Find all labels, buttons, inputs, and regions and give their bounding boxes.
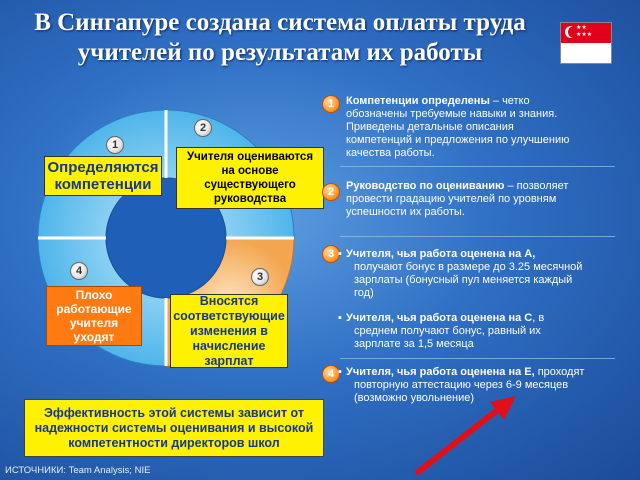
panel-2-line-3: успешности их работы. (346, 206, 465, 218)
panel-4-heading: Учителя, чья работа оценена на Е, (346, 366, 535, 378)
box-effectiveness-line-3: компетентности директоров школ (68, 435, 280, 450)
bullet-icon: ▪ (338, 312, 342, 324)
box-salary-line-3: изменения в (190, 323, 268, 338)
panel-1-line-4: компетенций и предложения по улучшению (346, 134, 570, 146)
box-leave-line-3: учителя (69, 316, 119, 330)
panel-badge-1: 1 (322, 95, 340, 113)
panel-1-line-1: – четко (489, 95, 530, 107)
panel-4-line-3: (возможно увольнение) (354, 392, 475, 404)
panel-2-heading: Руководство по оцениванию (346, 180, 505, 192)
panel-4-line-1: проходят (534, 366, 585, 378)
panel-3b-line-3: зарплате за 1,5 месяца (354, 338, 474, 350)
box-salary-line-2: соответствующие (173, 308, 285, 323)
panel-3a-line-2: получают бонус в размере до 3.25 месячной (354, 261, 583, 273)
box-effectiveness-line-1: Эффективность этой системы зависит от (44, 405, 304, 420)
box-evaluated-line-1: Учителя оцениваются (186, 151, 314, 163)
box-leave-line-2: работающие (56, 302, 132, 316)
bullet-icon: ▪ (338, 248, 342, 260)
panel-badge-3: 3 (322, 245, 340, 263)
panel-3a-line-4: год) (354, 287, 374, 299)
panel-1-line-2: обозначены требуемые навыки и знания. (346, 108, 558, 120)
box-salary-line-4: начисление (192, 338, 266, 353)
panel-1-heading: Компетенции определены (346, 95, 490, 107)
panel-1-line-3: Приведены детальные описания (346, 121, 514, 133)
panel-2-line-2: провести градацию учителей по уровням (346, 193, 557, 205)
panel-3b-line-1: , в (532, 312, 545, 324)
panel-3b-line-2: среднем получают бонус, равный их (354, 325, 541, 337)
panel-3a-line-3: зарплаты (бонусный пул меняется каждый (354, 274, 573, 286)
box-leave-line-1: Плохо (75, 288, 113, 302)
bullet-icon: ▪ (338, 366, 342, 378)
panel-4-line-2: повторную аттестацию через 6-9 месяцев (354, 379, 569, 391)
box-evaluated-line-2: на основе (221, 165, 279, 177)
box-salary-line-5: зарплат (204, 353, 254, 368)
source-note: ИСТОЧНИКИ: Team Analysis; NIE (5, 465, 151, 476)
panel-3b-heading: Учителя, чья работа оценена на С (346, 312, 533, 324)
box-salary-line-1: Вносятся (199, 293, 259, 308)
box-evaluated-line-3: существующего (204, 179, 296, 191)
cycle-badge-4: 4 (70, 262, 88, 280)
panel-2-line-1: – позволяет (504, 180, 569, 192)
box-leave-line-4: уходят (73, 330, 115, 344)
box-competencies-line-1: Определяются (47, 159, 159, 176)
box-evaluated-line-4: руководства (213, 193, 287, 205)
panel-1-line-5: качества работы. (346, 147, 435, 159)
panel-badge-4: 4 (322, 365, 340, 383)
cycle-badge-3: 3 (251, 268, 269, 286)
title-line-1: В Сингапуре создана система оплаты труда (34, 9, 526, 36)
panel-3a-heading: Учителя, чья работа оценена на А, (346, 248, 536, 260)
box-competencies-line-2: компетенции (54, 176, 152, 193)
title-line-2: учителей по результатам их работы (77, 39, 483, 66)
panel-badge-2: 2 (322, 183, 340, 201)
cycle-badge-2: 2 (194, 119, 212, 137)
cycle-badge-1: 1 (106, 136, 124, 154)
singapore-flag-icon: ★★ ★★★ (560, 22, 612, 64)
box-effectiveness-line-2: надежности системы оценивания и высокой (34, 420, 314, 435)
